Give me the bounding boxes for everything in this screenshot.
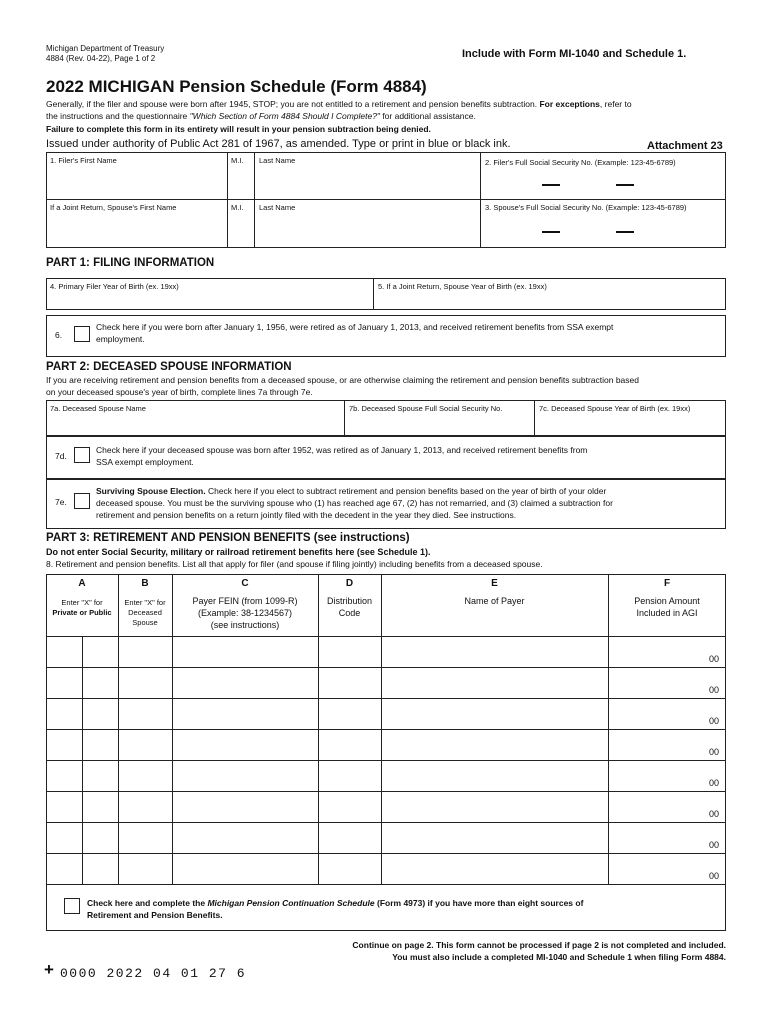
part2-title: PART 2: DECEASED SPOUSE INFORMATION	[46, 361, 292, 373]
private-public-input[interactable]	[83, 761, 118, 790]
column-letter-d: D	[345, 578, 354, 589]
payer-name-input[interactable]	[382, 792, 608, 821]
column-c-header-desc3: (see instructions)	[210, 620, 280, 630]
deceased-spouse-input[interactable]	[119, 668, 172, 697]
column-f-header-desc1: Pension Amount	[634, 596, 700, 606]
column-letter-b: B	[141, 578, 149, 589]
cents-label: 00	[709, 840, 720, 850]
cents-label: 00	[709, 747, 720, 757]
part2-intro: If you are receiving retirement and pension benefits from a deceased spouse, or are otherwise claiming the retirement and pension benefits subtraction based	[46, 375, 639, 385]
pension-amount-input[interactable]	[609, 730, 708, 759]
divider	[480, 152, 481, 248]
line7a-label: 7a. Deceased Spouse Name	[50, 404, 146, 413]
line7e-text: Surviving Spouse Election. Check here if you elect to subtract retirement and pension benefits based on the year of birth of your older	[96, 486, 607, 496]
line7e-number: 7e.	[55, 497, 67, 507]
private-public-input[interactable]	[83, 854, 118, 883]
spouse-mi-label: M.I.	[231, 203, 244, 212]
distribution-code-input[interactable]	[319, 668, 381, 697]
payer-fein-input[interactable]	[173, 761, 318, 790]
deceased-spouse-input[interactable]	[119, 730, 172, 759]
column-f-header-desc2: Included in AGI	[636, 608, 698, 618]
payer-name-input[interactable]	[382, 699, 608, 728]
filer-first-name-label: 1. Filer's First Name	[50, 156, 117, 165]
column-a-header-desc1: Enter "X" for	[61, 598, 103, 607]
continuation-text: Check here and complete the Michigan Pension Continuation Schedule (Form 4973) if you have more than eight sources of	[87, 898, 584, 908]
filer-last-name-label: Last Name	[259, 156, 296, 165]
filer-mi-label: M.I.	[231, 156, 244, 165]
intro-line-2: the instructions and the questionnaire "Which Section of Form 4884 Should I Complete?" for additional assistance.	[46, 111, 476, 121]
distribution-code-input[interactable]	[319, 637, 381, 666]
attachment-number: Attachment 23	[647, 140, 723, 152]
line7e-text-cont2: retirement and pension benefits on a return jointly filed with the decedent in the year they died. See instructions.	[96, 510, 517, 520]
pension-amount-input[interactable]	[609, 699, 708, 728]
column-a-header-desc2: Private or Public	[52, 608, 112, 617]
private-public-input[interactable]	[47, 854, 82, 883]
form-title: 2022 MICHIGAN Pension Schedule (Form 4884)	[46, 77, 427, 96]
cents-label: 00	[709, 654, 720, 664]
part3-title: PART 3: RETIREMENT AND PENSION BENEFITS (see instructions)	[46, 532, 410, 544]
column-d-header-desc2: Code	[338, 608, 361, 618]
line7b-label: 7b. Deceased Spouse Full Social Security No.	[349, 404, 503, 413]
column-letter-a: A	[78, 578, 86, 589]
part3-warning: Do not enter Social Security, military or railroad retirement benefits here (see Schedule 1).	[46, 547, 431, 557]
payer-fein-input[interactable]	[173, 730, 318, 759]
include-note: Include with Form MI-1040 and Schedule 1.	[462, 48, 687, 60]
column-b-header-desc2: Deceased	[128, 608, 162, 617]
payer-fein-input[interactable]	[173, 637, 318, 666]
spouse-last-name-label: Last Name	[259, 203, 296, 212]
distribution-code-input[interactable]	[319, 823, 381, 852]
divider	[46, 199, 726, 200]
divider	[227, 152, 228, 248]
line4-label: 4. Primary Filer Year of Birth (ex. 19xx)	[50, 282, 179, 291]
line7d-number: 7d.	[55, 451, 67, 461]
footer-include: You must also include a completed MI-1040 and Schedule 1 when filing Form 4884.	[392, 952, 726, 962]
form-barcode-number: 0000 2022 04 01 27 6	[60, 966, 247, 981]
line7d-checkbox[interactable]	[74, 447, 90, 463]
distribution-code-input[interactable]	[319, 792, 381, 821]
filer-ssn-label: 2. Filer's Full Social Security No. (Example: 123-45-6789)	[485, 158, 676, 167]
private-public-input[interactable]	[83, 699, 118, 728]
distribution-code-input[interactable]	[319, 699, 381, 728]
private-public-input[interactable]	[83, 823, 118, 852]
distribution-code-input[interactable]	[319, 854, 381, 883]
payer-name-input[interactable]	[382, 761, 608, 790]
private-public-input[interactable]	[83, 792, 118, 821]
column-c-header-desc1: Payer FEIN (from 1099-R)	[192, 596, 298, 606]
distribution-code-input[interactable]	[319, 730, 381, 759]
column-letter-c: C	[241, 578, 249, 589]
line7e-checkbox[interactable]	[74, 493, 90, 509]
pension-amount-input[interactable]	[609, 637, 708, 666]
line7c-label: 7c. Deceased Spouse Year of Birth (ex. 19xx)	[539, 404, 691, 413]
part2-intro-cont: on your deceased spouse's year of birth, complete lines 7a through 7e.	[46, 387, 313, 397]
intro-line-1: Generally, if the filer and spouse were born after 1945, STOP; you are not entitled to a retirement and pension benefits subtraction. For exceptions, refer to	[46, 99, 632, 109]
line6-text: Check here if you were born after January 1, 1956, were retired as of January 1, 2013, and received retirement benefits from SSA exempt	[96, 322, 614, 332]
pension-amount-input[interactable]	[609, 823, 708, 852]
private-public-input[interactable]	[47, 792, 82, 821]
private-public-input[interactable]	[83, 668, 118, 697]
column-b-header-desc3: Spouse	[132, 618, 158, 627]
divider	[46, 884, 726, 885]
deceased-spouse-input[interactable]	[119, 637, 172, 666]
cents-label: 00	[709, 809, 720, 819]
payer-fein-input[interactable]	[173, 792, 318, 821]
private-public-input[interactable]	[47, 730, 82, 759]
line5-label: 5. If a Joint Return, Spouse Year of Birth (ex. 19xx)	[378, 282, 547, 291]
ssn-separator	[542, 184, 560, 186]
distribution-code-input[interactable]	[319, 761, 381, 790]
payer-name-input[interactable]	[382, 823, 608, 852]
divider	[534, 400, 535, 436]
line7e-text-cont: deceased spouse. You must be the surviving spouse who (1) has reached age 67, (2) has not remarried, and (3) claimed a subtraction for	[96, 498, 613, 508]
payer-fein-input[interactable]	[173, 699, 318, 728]
pension-amount-input[interactable]	[609, 854, 708, 883]
cents-label: 00	[709, 778, 720, 788]
column-c-header-desc2: (Example: 38-1234567)	[197, 608, 293, 618]
spouse-first-name-label: If a Joint Return, Spouse's First Name	[50, 203, 177, 212]
continuation-text-cont: Retirement and Pension Benefits.	[87, 910, 223, 920]
spouse-ssn-label: 3. Spouse's Full Social Security No. (Example: 123-45-6789)	[485, 203, 687, 212]
divider	[254, 152, 255, 248]
deceased-spouse-input[interactable]	[119, 792, 172, 821]
part1-title: PART 1: FILING INFORMATION	[46, 257, 215, 269]
payer-name-input[interactable]	[382, 637, 608, 666]
private-public-input[interactable]	[47, 668, 82, 697]
footer-continue: Continue on page 2. This form cannot be processed if page 2 is not completed and included.	[352, 940, 726, 950]
cents-label: 00	[709, 716, 720, 726]
continuation-checkbox[interactable]	[64, 898, 80, 914]
payer-fein-input[interactable]	[173, 823, 318, 852]
intro-warning: Failure to complete this form in its entirety will result in your pension subtraction being denied.	[46, 124, 431, 134]
payer-name-input[interactable]	[382, 854, 608, 883]
deceased-spouse-input[interactable]	[119, 854, 172, 883]
pension-amount-input[interactable]	[609, 668, 708, 697]
cents-label: 00	[709, 871, 720, 881]
divider	[373, 278, 374, 310]
payer-fein-input[interactable]	[173, 854, 318, 883]
private-public-input[interactable]	[47, 637, 82, 666]
ssn-separator	[542, 231, 560, 233]
deceased-spouse-input[interactable]	[119, 761, 172, 790]
column-letter-f: F	[663, 578, 671, 589]
line6-number: 6.	[55, 330, 63, 340]
line6-checkbox[interactable]	[74, 326, 90, 342]
private-public-input[interactable]	[47, 699, 82, 728]
payer-name-input[interactable]	[382, 730, 608, 759]
department-name: Michigan Department of Treasury	[46, 44, 165, 53]
payer-name-input[interactable]	[382, 668, 608, 697]
line7d-text: Check here if your deceased spouse was born after 1952, was retired as of January 1, 2013, and received retirement benefits from	[96, 445, 588, 455]
ssn-separator	[616, 184, 634, 186]
form-revision: 4884 (Rev. 04-22), Page 1 of 2	[46, 54, 156, 63]
deceased-spouse-input[interactable]	[119, 699, 172, 728]
pension-amount-input[interactable]	[609, 761, 708, 790]
deceased-spouse-input[interactable]	[119, 823, 172, 852]
divider	[344, 400, 345, 436]
column-d-header-desc1: Distribution	[326, 596, 373, 606]
plus-mark: +	[44, 960, 54, 979]
private-public-input[interactable]	[83, 637, 118, 666]
cents-label: 00	[709, 685, 720, 695]
line8-text: 8. Retirement and pension benefits. List all that apply for filer (and spouse if filing jointly) including benefits from a deceased spouse.	[46, 559, 543, 569]
authority-note: Issued under authority of Public Act 281 of 1967, as amended. Type or print in blue or black ink.	[46, 138, 511, 150]
pension-amount-input[interactable]	[609, 792, 708, 821]
column-letter-e: E	[491, 578, 498, 589]
private-public-input[interactable]	[47, 823, 82, 852]
line6-text-cont: employment.	[96, 334, 145, 344]
private-public-input[interactable]	[83, 730, 118, 759]
private-public-input[interactable]	[47, 761, 82, 790]
ssn-separator	[616, 231, 634, 233]
payer-fein-input[interactable]	[173, 668, 318, 697]
column-b-header-desc1: Enter "X" for	[124, 598, 166, 607]
column-e-header-desc1: Name of Payer	[464, 596, 525, 606]
line7d-text-cont: SSA exempt employment.	[96, 457, 194, 467]
